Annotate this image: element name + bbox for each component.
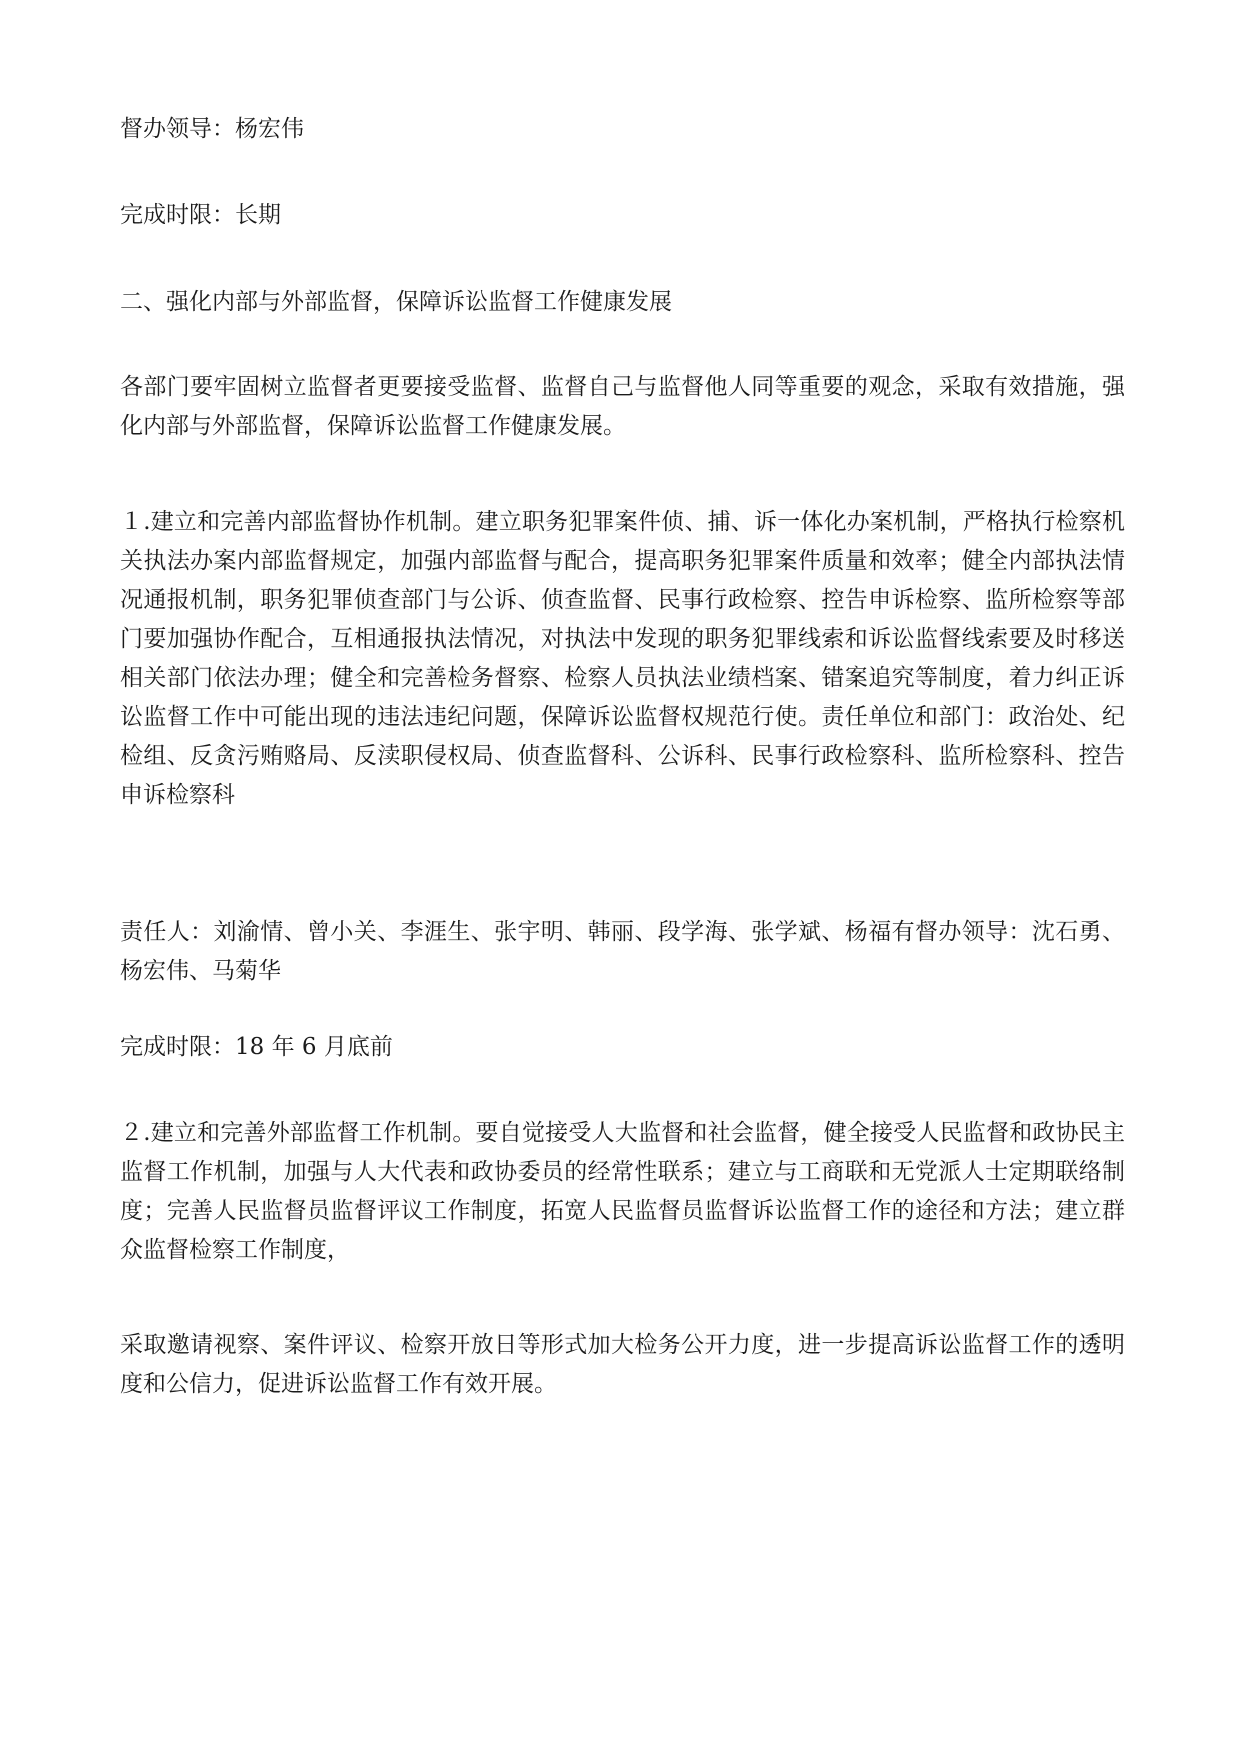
item-1-paragraph: １.建立和完善内部监督协作机制。建立职务犯罪案件侦、捕、诉一体化办案机制，严格执行检察机关执法办案内部监督规定，加强内部监督与配合，提高职务犯罪案件质量和效率；健全内部执法情况通报机制，职务犯罪侦查部门与公诉、侦查监督、民事行政检察、控告申诉检察、监所检察等部门要加强协作配合，互相通报执法情况，对执法中发现的职务犯罪线索和诉讼监督线索要及时移送相关部门依法办理；健全和完善检务督察、检察人员执法业绩档案、错案追究等制度，着力纠正诉讼监督工作中可能出现的违法违纪问题，保障诉讼监督权规范行使。责任单位和部门：政治处、纪检组、反贪污贿赂局、反渎职侵权局、侦查监督科、公诉科、民事行政检察科、监所检察科、控告申诉检察科	[120, 509, 1125, 808]
section-heading: 二、强化内部与外部监督，保障诉讼监督工作健康发展	[120, 289, 672, 315]
item-2-paragraph: ２.建立和完善外部监督工作机制。要自觉接受人大监督和社会监督，健全接受人民监督和政协民主监督工作机制，加强与人大代表和政协委员的经常性联系；建立与工商联和无党派人士定期联络制度；完善人民监督员监督评议工作制度，拓宽人民监督员监督诉讼监督工作的途径和方法；建立群众监督检察工作制度，	[120, 1120, 1125, 1263]
intro-paragraph: 各部门要牢固树立监督者更要接受监督、监督自己与监督他人同等重要的观念，采取有效措施，强化内部与外部监督，保障诉讼监督工作健康发展。	[120, 374, 1125, 439]
supervising-leader-line: 督办领导：杨宏伟	[120, 116, 304, 142]
deadline-line-2: 完成时限：18 年 6 月底前	[120, 1034, 393, 1060]
deadline-line: 完成时限：长期	[120, 202, 281, 228]
responsible-persons-paragraph: 责任人：刘渝情、曾小关、李涯生、张宇明、韩丽、段学海、张学斌、杨福有督办领导：沈石勇、杨宏伟、马菊华	[120, 919, 1125, 984]
closing-paragraph: 采取邀请视察、案件评议、检察开放日等形式加大检务公开力度，进一步提高诉讼监督工作的透明度和公信力，促进诉讼监督工作有效开展。	[120, 1332, 1125, 1397]
